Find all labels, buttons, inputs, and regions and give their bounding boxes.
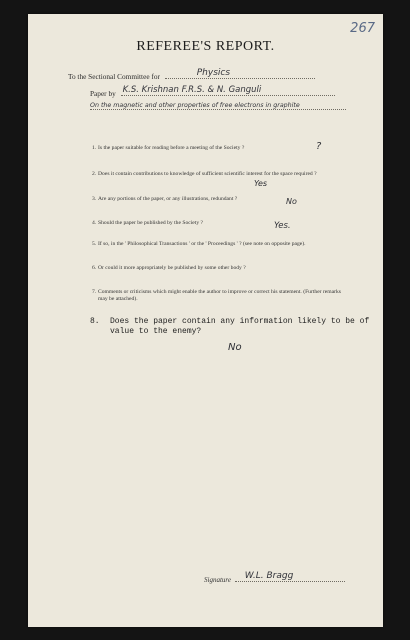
paper-title-value: On the magnetic and other properties of free electrons in graphite bbox=[90, 102, 300, 109]
paper-by-field bbox=[90, 85, 335, 98]
committee-label: To the Sectional Committee for bbox=[68, 72, 160, 81]
committee-line bbox=[165, 68, 315, 79]
question-4: 4. Should the paper be published by the Society ? bbox=[92, 220, 204, 226]
committee-value: Physics bbox=[196, 68, 231, 78]
answer-3: No bbox=[286, 197, 297, 206]
question-6: 6. Or could it more appropriately be published by some other body ? bbox=[92, 265, 246, 271]
committee-field bbox=[68, 68, 315, 81]
question-7: 7. Comments or criticisms which might enable the author to improve or correct his statement. (Further remarks may be attached). bbox=[92, 289, 341, 302]
answer-4: Yes. bbox=[274, 221, 291, 231]
paper-by-value: K.S. Krishnan F.R.S. & N. Ganguli bbox=[122, 85, 262, 95]
paper-title-line bbox=[90, 102, 346, 110]
paper-by-label: Paper by bbox=[90, 89, 116, 98]
question-1: 1. Is the paper suitable for reading before a meeting of the Society ? bbox=[92, 145, 245, 151]
page-number: 267 bbox=[350, 21, 375, 36]
signature-value: W.L. Bragg bbox=[244, 571, 294, 581]
signature-field bbox=[204, 571, 345, 584]
answer-2: Yes bbox=[254, 179, 268, 188]
signature-label: Signature bbox=[204, 576, 231, 584]
question-8: 8. Does the paper contain any information likely to be of value to the enemy? bbox=[90, 317, 370, 336]
signature-line bbox=[235, 571, 345, 582]
question-5: 5. If so, in the ' Philosophical Transactions ' or the ' Proceedings ' ? (see note on opposite page). bbox=[92, 241, 306, 247]
form-title: REFEREE'S REPORT. bbox=[136, 39, 275, 54]
answer-1: ? bbox=[316, 141, 322, 152]
question-2: 2. Does it contain contributions to knowledge of sufficient scientific interest for the space required ? bbox=[92, 171, 317, 177]
referee-report-form bbox=[28, 14, 383, 627]
paper-title-field bbox=[90, 103, 346, 112]
paper-by-line bbox=[121, 85, 335, 96]
question-3: 3. Are any portions of the paper, or any illustrations, redundant ? bbox=[92, 196, 238, 202]
answer-8: No bbox=[228, 342, 242, 353]
